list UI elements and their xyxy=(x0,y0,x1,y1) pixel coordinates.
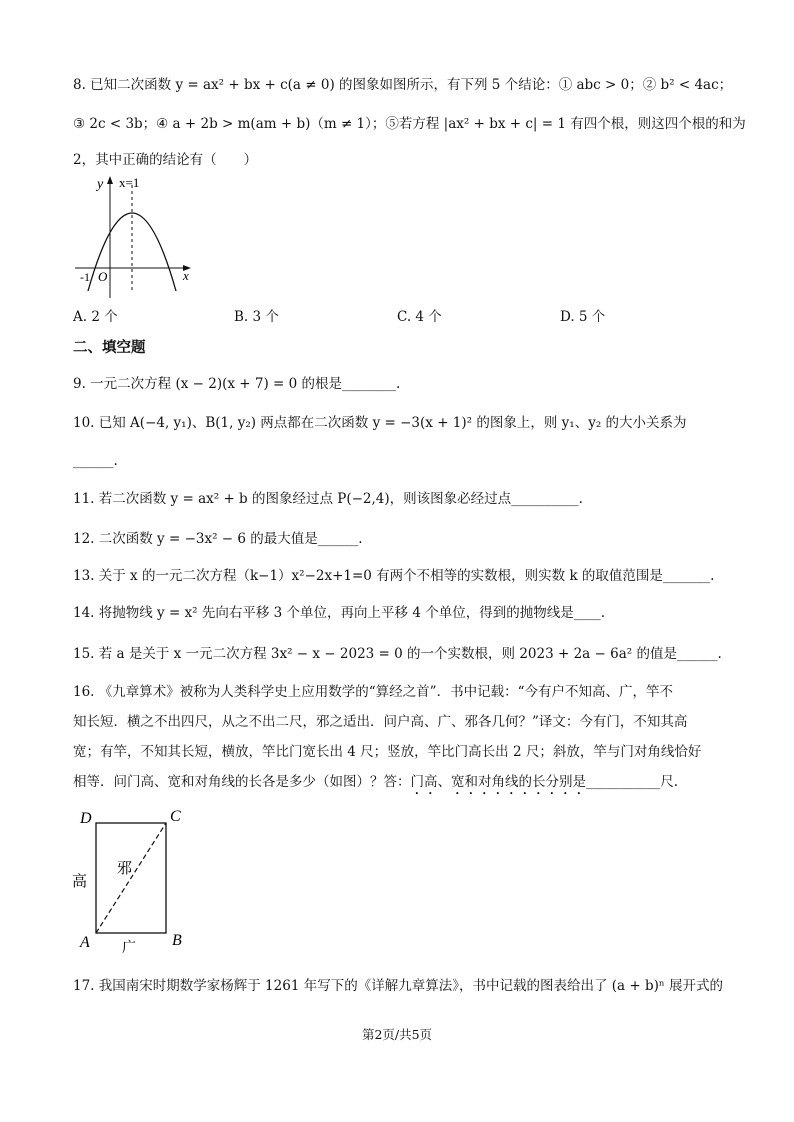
graph-neg-one-label: -1 xyxy=(80,270,90,284)
q16-door-figure xyxy=(70,805,195,955)
graph-y-label: y xyxy=(97,177,104,192)
q8-parabola-graph xyxy=(75,173,200,303)
q16-line3: 宽；有竿，不知其长短，横放，竿比门宽长出 4 尺；竖放，竿比门高长出 2 尺；斜放，竿与门对角线恰好 xyxy=(73,744,702,760)
vertex-c-label: C xyxy=(170,808,181,825)
q8-line3: 2，其中正确的结论有（ ） xyxy=(73,152,258,168)
y-axis-arrow xyxy=(107,176,113,184)
graph-axis-label: x=1 xyxy=(119,175,140,190)
q11: 11. 若二次函数 y = ax² + b 的图象经过点 P(−2,4)，则该图象必经过点__________. xyxy=(73,491,583,507)
q8-option-d: D. 5 个 xyxy=(560,309,606,325)
q16-line4-emphasis: 门高、宽和对角线的长分别是 xyxy=(410,774,586,790)
q8-option-b: B. 3 个 xyxy=(234,309,279,325)
section-title: 二、填空题 xyxy=(73,339,146,356)
q16-line4-prefix: 相等．问门高、宽和对角线的长各是多少（如图）？答： xyxy=(73,774,411,790)
q8-line2: ③ 2c < 3b；④ a + 2b > m(am + b)（m ≠ 1）；⑤若方程 |ax² + bx + c| = 1 有四个根，则这四个根的和为 xyxy=(73,116,746,132)
width-label: 广 xyxy=(122,940,136,955)
q10-line1: 10. 已知 A(−4, y₁)、B(1, y₂) 两点都在二次函数 y = −3(x + 1)² 的图象上，则 y₁、y₂ 的大小关系为 xyxy=(73,415,687,431)
door-diagonal xyxy=(96,823,166,933)
graph-origin-label: O xyxy=(98,269,108,284)
diagonal-label: 邪 xyxy=(117,859,133,877)
q10-line2: ______. xyxy=(73,453,118,469)
q14: 14. 将抛物线 y = x² 先向右平移 3 个单位，再向上平移 4 个单位，得到的抛物线是____. xyxy=(73,605,606,621)
q16-line1: 16. 《九章算术》被称为人类科学史上应用数学的“算经之首”．书中记载：“今有户不知高、广，竿不 xyxy=(73,684,673,700)
q15: 15. 若 a 是关于 x 一元二次方程 3x² − x − 2023 = 0 的一个实数根，则 2023 + 2a − 6a² 的值是______. xyxy=(73,646,722,662)
q16-line4-blank: ___________尺. xyxy=(586,774,679,790)
q8-option-a: A. 2 个 xyxy=(73,309,118,325)
height-label: 高 xyxy=(72,872,88,890)
q8-line1: 8. 已知二次函数 y = ax² + bx + c(a ≠ 0) 的图象如图所示，有下列 5 个结论：① abc > 0；② b² < 4ac； xyxy=(73,77,733,93)
q9: 9. 一元二次方程 (x − 2)(x + 7) = 0 的根是________. xyxy=(73,376,401,392)
vertex-b-label: B xyxy=(172,932,182,949)
q12: 12. 二次函数 y = −3x² − 6 的最大值是______. xyxy=(73,531,363,547)
q13: 13. 关于 x 的一元二次方程（k−1）x²−2x+1=0 有两个不相等的实数根，则实数 k 的取值范围是_______. xyxy=(73,568,715,584)
vertex-a-label: A xyxy=(80,934,90,951)
graph-x-label: x xyxy=(183,268,189,283)
page-footer: 第2页/共5页 xyxy=(361,1027,433,1042)
q8-option-c: C. 4 个 xyxy=(397,309,442,325)
q17: 17. 我国南宋时期数学家杨辉于 1261 年写下的《详解九章算法》，书中记载的图表给出了 (a + b)ⁿ 展开式的 xyxy=(73,978,723,994)
q16-line2: 知长短．横之不出四尺，从之不出二尺，邪之适出．问户高、广、邪各几何？”译文：今有门，不知其高 xyxy=(73,714,688,730)
vertex-d-label: D xyxy=(80,810,92,827)
q16-line4 xyxy=(73,772,724,798)
